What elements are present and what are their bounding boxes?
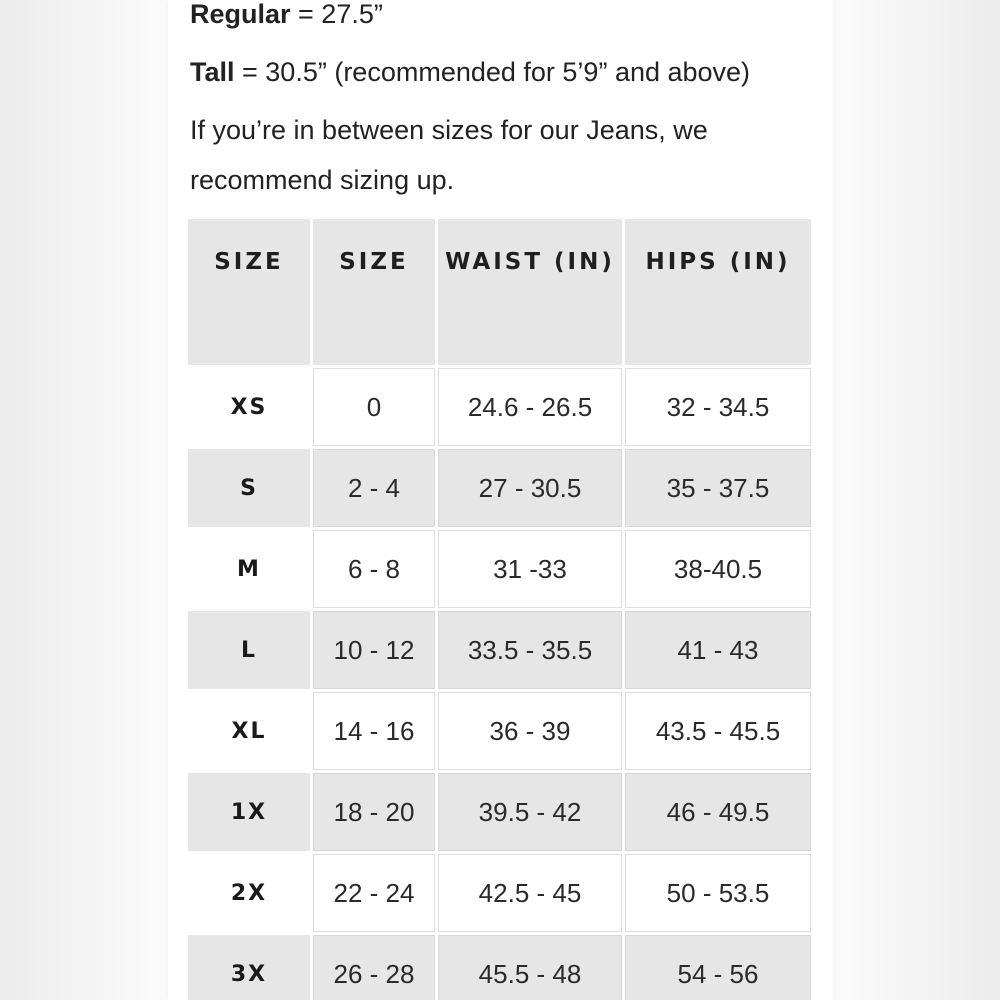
hips-cell: 41 - 43 xyxy=(625,611,811,689)
sizing-advice-line-1: If you’re in between sizes for our Jeans, we xyxy=(190,115,708,145)
size-label-cell: 1X xyxy=(188,773,310,851)
size-number-cell: 14 - 16 xyxy=(313,692,435,770)
size-number-cell: 0 xyxy=(313,368,435,446)
size-label-cell: XL xyxy=(188,692,310,770)
table-header-row xyxy=(188,219,811,365)
size-number-cell: 26 - 28 xyxy=(313,935,435,1000)
hips-cell: 35 - 37.5 xyxy=(625,449,811,527)
header-size-letter: SIZE xyxy=(188,219,310,365)
tall-value: = 30.5” (recommended for 5’9” and above) xyxy=(234,57,751,87)
header-hips: HIPS (IN) xyxy=(625,219,811,365)
size-label-cell: 2X xyxy=(188,854,310,932)
tall-inseam-line xyxy=(190,52,750,92)
size-number-cell: 2 - 4 xyxy=(313,449,435,527)
hips-cell: 38-40.5 xyxy=(625,530,811,608)
hips-cell: 46 - 49.5 xyxy=(625,773,811,851)
table-row xyxy=(188,368,811,446)
hips-cell: 50 - 53.5 xyxy=(625,854,811,932)
tall-label: Tall xyxy=(190,57,235,87)
waist-cell: 24.6 - 26.5 xyxy=(438,368,622,446)
size-label-cell: 3X xyxy=(188,935,310,1000)
regular-label: Regular xyxy=(190,0,291,29)
size-guide-panel xyxy=(168,0,833,1000)
waist-cell: 36 - 39 xyxy=(438,692,622,770)
table-row xyxy=(188,773,811,851)
table-row xyxy=(188,854,811,932)
size-label-cell: L xyxy=(188,611,310,689)
size-number-cell: 6 - 8 xyxy=(313,530,435,608)
table-row xyxy=(188,692,811,770)
waist-cell: 42.5 - 45 xyxy=(438,854,622,932)
hips-cell: 32 - 34.5 xyxy=(625,368,811,446)
waist-cell: 39.5 - 42 xyxy=(438,773,622,851)
table-row xyxy=(188,530,811,608)
waist-cell: 45.5 - 48 xyxy=(438,935,622,1000)
table-row xyxy=(188,935,811,1000)
hips-cell: 54 - 56 xyxy=(625,935,811,1000)
sizing-advice-line-2: recommend sizing up. xyxy=(190,165,455,195)
regular-inseam-line xyxy=(190,0,383,34)
table-row xyxy=(188,449,811,527)
header-size-number: SIZE xyxy=(313,219,435,365)
waist-cell: 27 - 30.5 xyxy=(438,449,622,527)
regular-value: = 27.5” xyxy=(290,0,383,29)
size-number-cell: 10 - 12 xyxy=(313,611,435,689)
size-label-cell: XS xyxy=(188,368,310,446)
size-label-cell: M xyxy=(188,530,310,608)
waist-cell: 31 -33 xyxy=(438,530,622,608)
size-chart-table xyxy=(185,216,814,1000)
header-waist: WAIST (IN) xyxy=(438,219,622,365)
waist-cell: 33.5 - 35.5 xyxy=(438,611,622,689)
size-label-cell: S xyxy=(188,449,310,527)
size-number-cell: 18 - 20 xyxy=(313,773,435,851)
size-number-cell: 22 - 24 xyxy=(313,854,435,932)
table-row xyxy=(188,611,811,689)
hips-cell: 43.5 - 45.5 xyxy=(625,692,811,770)
